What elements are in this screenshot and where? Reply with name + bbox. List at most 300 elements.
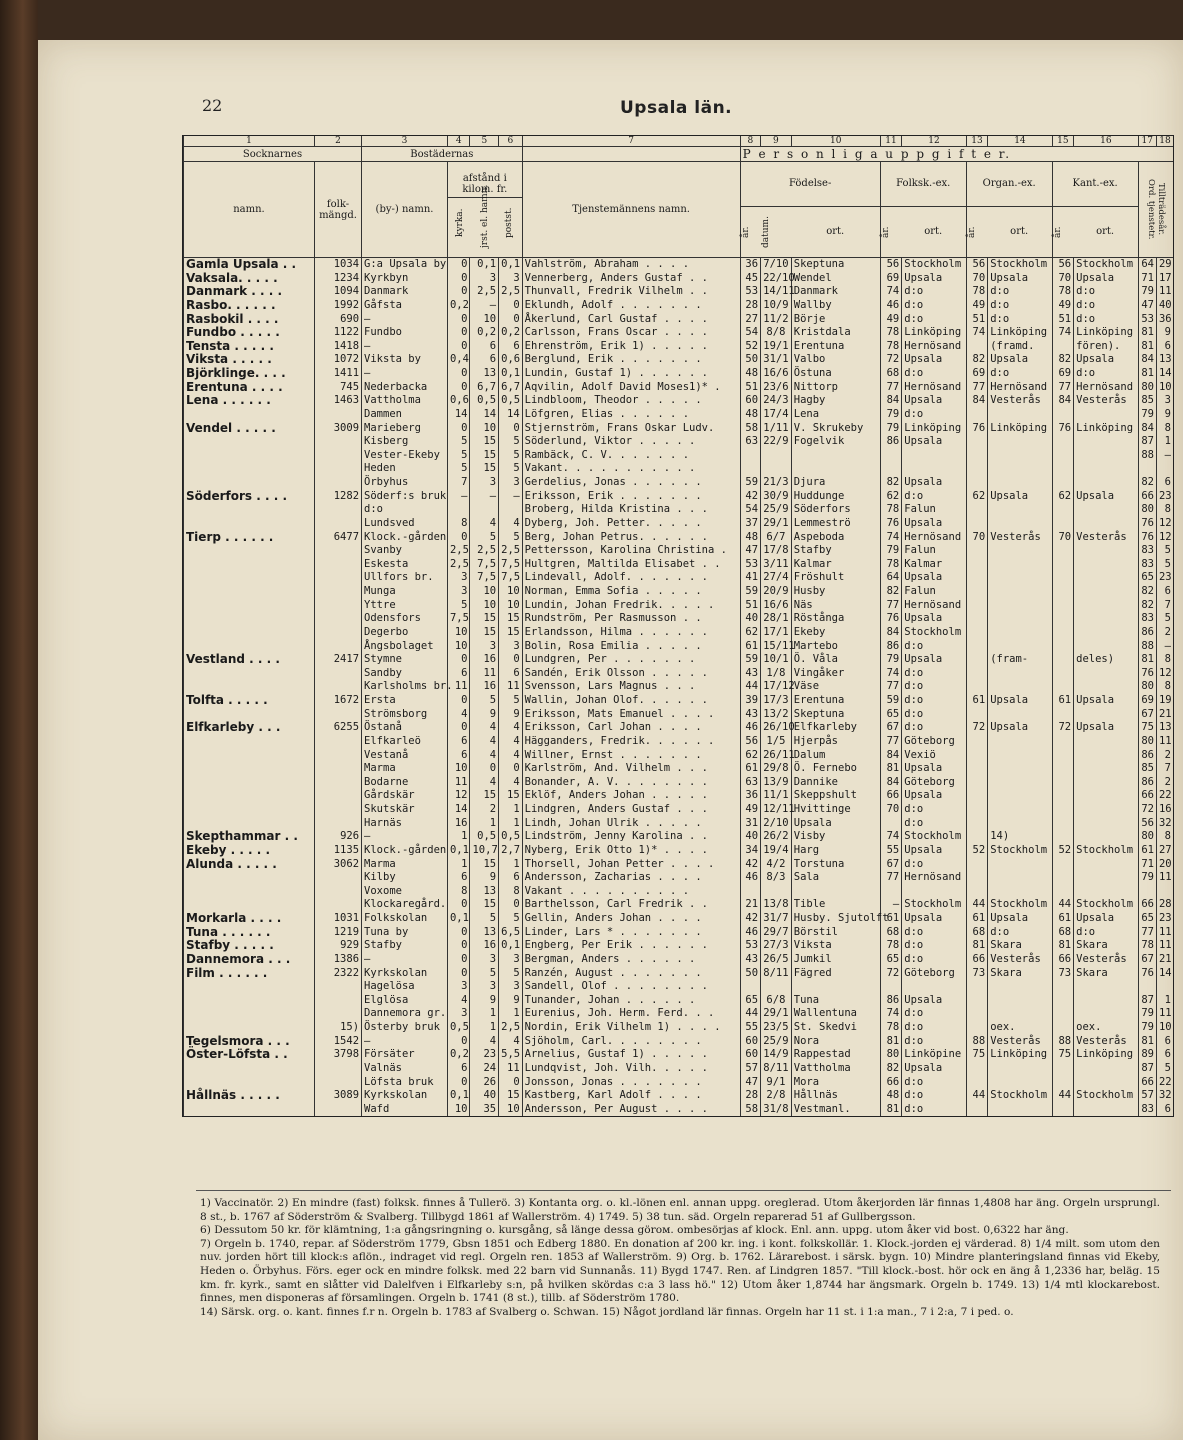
kant-ort: d:o bbox=[1074, 285, 1138, 299]
afstand-kyrka: 0 bbox=[447, 926, 470, 940]
folkmangd bbox=[314, 885, 361, 899]
fodelse-ar: 27 bbox=[740, 313, 760, 327]
tilltradesar: 11 bbox=[1156, 1007, 1173, 1021]
fodelse-ar: 60 bbox=[740, 1035, 760, 1049]
tilltradesar: — bbox=[1156, 449, 1173, 463]
tjensteman-namn: Arnelius, Gustaf 1) . . . . . bbox=[522, 1048, 740, 1062]
afstand-postst: 10 bbox=[499, 1103, 523, 1117]
ord-tjenstetr bbox=[1138, 885, 1156, 899]
afstand-jrst: 4 bbox=[470, 721, 499, 735]
fodelse-datum: 13/9 bbox=[761, 776, 792, 790]
group-socknarnes: Socknarnes bbox=[184, 147, 362, 162]
tjensteman-namn: Engberg, Per Erik . . . . . . bbox=[522, 939, 740, 953]
fodelse-ort: Tuna bbox=[791, 994, 880, 1008]
column-number: 2 bbox=[314, 136, 361, 147]
kant-ar bbox=[1052, 830, 1073, 844]
organ-ar bbox=[966, 408, 987, 422]
tjensteman-namn: Sandén, Erik Olsson . . . . . bbox=[522, 667, 740, 681]
tjensteman-namn: Bergman, Anders . . . . . . bbox=[522, 953, 740, 967]
header-organ: Organ.-ex. bbox=[967, 162, 1052, 207]
afstand-kyrka: 0 bbox=[447, 367, 470, 381]
table-row bbox=[184, 844, 1174, 858]
afstand-kyrka: 14 bbox=[447, 803, 470, 817]
afstand-postst: 2,7 bbox=[499, 844, 523, 858]
folksk-ar: 81 bbox=[880, 1103, 901, 1117]
folksk-ar: 80 bbox=[880, 1048, 901, 1062]
folkmangd bbox=[314, 680, 361, 694]
tjensteman-namn: Ehrenström, Erik 1) . . . . . bbox=[522, 340, 740, 354]
folksk-ar: 84 bbox=[880, 776, 901, 790]
kant-ar: 61 bbox=[1052, 912, 1073, 926]
bostad-namn: Ångsbolaget bbox=[362, 640, 448, 654]
fodelse-ort: Mora bbox=[791, 1076, 880, 1090]
afstand-kyrka: 11 bbox=[447, 776, 470, 790]
group-blank bbox=[522, 147, 740, 162]
folkmangd: 1672 bbox=[314, 694, 361, 708]
afstand-postst: 3 bbox=[499, 640, 523, 654]
folksk-ort bbox=[902, 449, 966, 463]
table-row bbox=[184, 803, 1174, 817]
afstand-jrst: 0,5 bbox=[470, 394, 499, 408]
socken-namn: Rasbo. . . . . . bbox=[184, 299, 315, 313]
kant-ort bbox=[1074, 558, 1138, 572]
organ-ort bbox=[988, 776, 1052, 790]
tjensteman-namn: Broberg, Hilda Kristina . . . bbox=[522, 503, 740, 517]
ord-tjenstetr: 76 bbox=[1138, 517, 1156, 531]
fodelse-ort: Börstil bbox=[791, 926, 880, 940]
kant-ort bbox=[1074, 544, 1138, 558]
afstand-jrst: 5 bbox=[470, 694, 499, 708]
kant-ar bbox=[1052, 885, 1073, 899]
folkmangd: 1542 bbox=[314, 1035, 361, 1049]
folkmangd bbox=[314, 517, 361, 531]
header-bynamn: (by-) namn. bbox=[362, 162, 448, 258]
fodelse-ar: 53 bbox=[740, 285, 760, 299]
table-row bbox=[184, 749, 1174, 763]
kant-ar bbox=[1052, 708, 1073, 722]
ord-tjenstetr: 81 bbox=[1138, 653, 1156, 667]
organ-ar bbox=[966, 762, 987, 776]
ord-tjenstetr: 66 bbox=[1138, 490, 1156, 504]
fodelse-ort: V. Skrukeby bbox=[791, 422, 880, 436]
table-row bbox=[184, 503, 1174, 517]
bostad-namn: G:a Upsala by bbox=[362, 258, 448, 272]
fodelse-ar: 55 bbox=[740, 1021, 760, 1035]
fodelse-ar: 53 bbox=[740, 558, 760, 572]
socken-namn: Elfkarleby . . . bbox=[184, 721, 315, 735]
socken-namn bbox=[184, 612, 315, 626]
folksk-ort: d:o bbox=[902, 939, 966, 953]
organ-ort bbox=[988, 476, 1052, 490]
fodelse-ar: 44 bbox=[740, 1007, 760, 1021]
kant-ort: Upsala bbox=[1074, 912, 1138, 926]
folksk-ar: 74 bbox=[880, 667, 901, 681]
table-row bbox=[184, 571, 1174, 585]
folksk-ort: Upsala bbox=[902, 517, 966, 531]
folksk-ar: 74 bbox=[880, 830, 901, 844]
tilltradesar: 14 bbox=[1156, 367, 1173, 381]
organ-ar bbox=[966, 994, 987, 1008]
column-number: 12 bbox=[902, 136, 966, 147]
tilltradesar: 9 bbox=[1156, 326, 1173, 340]
kant-ar: 69 bbox=[1052, 367, 1073, 381]
kant-ort bbox=[1074, 462, 1138, 476]
folksk-ar: 62 bbox=[880, 490, 901, 504]
tilltradesar: 6 bbox=[1156, 1048, 1173, 1062]
tilltradesar: 8 bbox=[1156, 680, 1173, 694]
fodelse-ort bbox=[791, 449, 880, 463]
afstand-kyrka: 0,2 bbox=[447, 1048, 470, 1062]
folksk-ar: 82 bbox=[880, 476, 901, 490]
kant-ar bbox=[1052, 462, 1073, 476]
afstand-postst: 5 bbox=[499, 462, 523, 476]
folkmangd bbox=[314, 871, 361, 885]
socken-namn bbox=[184, 817, 315, 831]
organ-ort: Vesterås bbox=[988, 531, 1052, 545]
folksk-ar: 78 bbox=[880, 326, 901, 340]
fodelse-datum: 29/1 bbox=[761, 1007, 792, 1021]
fodelse-datum: 29/1 bbox=[761, 517, 792, 531]
fodelse-ort: Vingåker bbox=[791, 667, 880, 681]
organ-ort bbox=[988, 462, 1052, 476]
afstand-postst: 15 bbox=[499, 789, 523, 803]
kant-ar: 68 bbox=[1052, 926, 1073, 940]
tilltradesar: 5 bbox=[1156, 1062, 1173, 1076]
kant-ar: 52 bbox=[1052, 844, 1073, 858]
folksk-ort: Stockholm bbox=[902, 830, 966, 844]
folksk-ar: 77 bbox=[880, 871, 901, 885]
folksk-ort: Stockholm bbox=[902, 898, 966, 912]
tilltradesar: 3 bbox=[1156, 394, 1173, 408]
afstand-jrst: 0,2 bbox=[470, 326, 499, 340]
fodelse-datum: 10/1 bbox=[761, 653, 792, 667]
organ-ort: Hernösand bbox=[988, 381, 1052, 395]
folksk-ar: 69 bbox=[880, 272, 901, 286]
afstand-jrst: 10 bbox=[470, 599, 499, 613]
socken-namn: Tegelsmora . . . bbox=[184, 1035, 315, 1049]
fodelse-ort: Erentuna bbox=[791, 340, 880, 354]
organ-ar: 70 bbox=[966, 531, 987, 545]
folkmangd bbox=[314, 626, 361, 640]
folksk-ort: Hernösand bbox=[902, 599, 966, 613]
ord-tjenstetr: 69 bbox=[1138, 694, 1156, 708]
fodelse-datum: 27/4 bbox=[761, 571, 792, 585]
header-kant-ar: år. bbox=[1052, 226, 1063, 238]
afstand-jrst: 3 bbox=[470, 980, 499, 994]
afstand-postst: 2,5 bbox=[499, 544, 523, 558]
organ-ar: 78 bbox=[966, 285, 987, 299]
bostad-namn: Lundsved bbox=[362, 517, 448, 531]
afstand-jrst: 0,1 bbox=[470, 258, 499, 272]
folksk-ar: 84 bbox=[880, 749, 901, 763]
afstand-kyrka: 0 bbox=[447, 272, 470, 286]
table-row bbox=[184, 1103, 1174, 1117]
fodelse-ort: Fröshult bbox=[791, 571, 880, 585]
header-ar: år. bbox=[740, 226, 751, 238]
kant-ort: Upsala bbox=[1074, 272, 1138, 286]
folksk-ort: Falun bbox=[902, 544, 966, 558]
table-row bbox=[184, 789, 1174, 803]
fodelse-datum: 29/7 bbox=[761, 926, 792, 940]
afstand-kyrka: 0,1 bbox=[447, 844, 470, 858]
tilltradesar: 10 bbox=[1156, 1021, 1173, 1035]
fodelse-ar: 34 bbox=[740, 844, 760, 858]
afstand-postst: 5 bbox=[499, 912, 523, 926]
fodelse-datum: 17/1 bbox=[761, 626, 792, 640]
folksk-ort: Upsala bbox=[902, 571, 966, 585]
folksk-ar: 77 bbox=[880, 599, 901, 613]
folkmangd: 3009 bbox=[314, 422, 361, 436]
fodelse-datum: 17/4 bbox=[761, 408, 792, 422]
bostad-namn: Degerbo bbox=[362, 626, 448, 640]
ord-tjenstetr: 81 bbox=[1138, 1035, 1156, 1049]
organ-ar: 77 bbox=[966, 381, 987, 395]
afstand-jrst: 16 bbox=[470, 939, 499, 953]
kant-ar bbox=[1052, 653, 1073, 667]
column-number: 15 bbox=[1052, 136, 1073, 147]
folksk-ar: 65 bbox=[880, 953, 901, 967]
header-kant-ort: ort. bbox=[1096, 226, 1115, 237]
ord-tjenstetr: 82 bbox=[1138, 585, 1156, 599]
organ-ort: Skara bbox=[988, 939, 1052, 953]
bostad-namn: Strömsborg bbox=[362, 708, 448, 722]
organ-ar bbox=[966, 571, 987, 585]
folksk-ar: 86 bbox=[880, 994, 901, 1008]
kant-ar: 44 bbox=[1052, 898, 1073, 912]
organ-ar bbox=[966, 803, 987, 817]
ord-tjenstetr: 87 bbox=[1138, 1062, 1156, 1076]
bostad-namn: Yttre bbox=[362, 599, 448, 613]
fodelse-datum: 26/5 bbox=[761, 953, 792, 967]
kant-ort bbox=[1074, 762, 1138, 776]
ord-tjenstetr: 53 bbox=[1138, 313, 1156, 327]
fodelse-datum: 3/11 bbox=[761, 558, 792, 572]
bostad-namn: Kyrkskolan bbox=[362, 967, 448, 981]
tjensteman-namn: Gellin, Anders Johan . . . . bbox=[522, 912, 740, 926]
fodelse-ort: Ö. Fernebo bbox=[791, 762, 880, 776]
folksk-ort bbox=[902, 980, 966, 994]
fodelse-ar: 43 bbox=[740, 667, 760, 681]
socken-namn: Tolfta . . . . . bbox=[184, 694, 315, 708]
organ-ort bbox=[988, 408, 1052, 422]
afstand-jrst: 0,5 bbox=[470, 830, 499, 844]
column-number: 3 bbox=[362, 136, 448, 147]
afstand-jrst: 5 bbox=[470, 912, 499, 926]
kant-ort bbox=[1074, 735, 1138, 749]
fodelse-ar: 51 bbox=[740, 599, 760, 613]
kant-ort bbox=[1074, 1076, 1138, 1090]
tjensteman-namn: Sjöholm, Carl. . . . . . . . bbox=[522, 1035, 740, 1049]
fodelse-ar: 48 bbox=[740, 408, 760, 422]
tjensteman-namn: Söderlund, Viktor . . . . . bbox=[522, 435, 740, 449]
ord-tjenstetr: 83 bbox=[1138, 1103, 1156, 1117]
afstand-postst: 0 bbox=[499, 422, 523, 436]
table-row bbox=[184, 939, 1174, 953]
kant-ar bbox=[1052, 1076, 1073, 1090]
folkmangd: 1992 bbox=[314, 299, 361, 313]
table-row bbox=[184, 490, 1174, 504]
kant-ar bbox=[1052, 640, 1073, 654]
socken-namn bbox=[184, 898, 315, 912]
organ-ar bbox=[966, 626, 987, 640]
afstand-kyrka: 1 bbox=[447, 858, 470, 872]
folksk-ar: 79 bbox=[880, 408, 901, 422]
fodelse-ort: Aspeboda bbox=[791, 531, 880, 545]
personnel-table bbox=[182, 135, 1174, 1117]
organ-ar bbox=[966, 517, 987, 531]
folkmangd bbox=[314, 476, 361, 490]
fodelse-ar: 46 bbox=[740, 721, 760, 735]
folksk-ar: 61 bbox=[880, 912, 901, 926]
table-row bbox=[184, 885, 1174, 899]
kant-ort: Hernösand bbox=[1074, 381, 1138, 395]
fodelse-ar: 51 bbox=[740, 381, 760, 395]
bostad-namn: — bbox=[362, 830, 448, 844]
fodelse-ort: Upsala bbox=[791, 817, 880, 831]
socken-namn: Viksta . . . . . bbox=[184, 353, 315, 367]
folksk-ort: Göteborg bbox=[902, 967, 966, 981]
socken-namn bbox=[184, 503, 315, 517]
socken-namn bbox=[184, 1076, 315, 1090]
tjensteman-namn: Eriksson, Mats Emanuel . . . . bbox=[522, 708, 740, 722]
organ-ar: 82 bbox=[966, 353, 987, 367]
folksk-ort: d:o bbox=[902, 1021, 966, 1035]
folkmangd: 1386 bbox=[314, 953, 361, 967]
organ-ar bbox=[966, 462, 987, 476]
afstand-jrst: 9 bbox=[470, 871, 499, 885]
ord-tjenstetr: 87 bbox=[1138, 994, 1156, 1008]
fodelse-ar: 47 bbox=[740, 544, 760, 558]
tjensteman-namn: Andersson, Per August . . . . bbox=[522, 1103, 740, 1117]
kant-ort: Vesterås bbox=[1074, 1035, 1138, 1049]
tjensteman-namn: Vahlström, Abraham . . . . bbox=[522, 258, 740, 272]
ord-tjenstetr: 79 bbox=[1138, 1021, 1156, 1035]
fodelse-ort: Elfkarleby bbox=[791, 721, 880, 735]
column-number: 18 bbox=[1156, 136, 1173, 147]
folksk-ort: d:o bbox=[902, 694, 966, 708]
tjensteman-namn: Barthelsson, Carl Fredrik . . bbox=[522, 898, 740, 912]
folksk-ort: Linköping bbox=[902, 326, 966, 340]
folksk-ort bbox=[902, 885, 966, 899]
afstand-jrst: 13 bbox=[470, 885, 499, 899]
column-number: 5 bbox=[470, 136, 499, 147]
table-row bbox=[184, 367, 1174, 381]
organ-ort: Linköping bbox=[988, 326, 1052, 340]
folksk-ar: — bbox=[880, 898, 901, 912]
afstand-postst: 1 bbox=[499, 803, 523, 817]
socken-namn: Skepthammar . . bbox=[184, 830, 315, 844]
afstand-jrst: 23 bbox=[470, 1048, 499, 1062]
header-tjenst: Tjenstemännens namn. bbox=[522, 162, 740, 258]
fodelse-ort: Visby bbox=[791, 830, 880, 844]
ord-tjenstetr: 80 bbox=[1138, 680, 1156, 694]
folksk-ar: 78 bbox=[880, 340, 901, 354]
socken-namn bbox=[184, 980, 315, 994]
folkmangd bbox=[314, 803, 361, 817]
afstand-postst: 4 bbox=[499, 1035, 523, 1049]
afstand-postst: 10 bbox=[499, 599, 523, 613]
organ-ar bbox=[966, 1103, 987, 1117]
afstand-postst: 0,1 bbox=[499, 367, 523, 381]
fodelse-ort: Vattholma bbox=[791, 1062, 880, 1076]
group-bostadernas: Bostädernas bbox=[362, 147, 523, 162]
fodelse-datum: 6/7 bbox=[761, 531, 792, 545]
header-folksk-ar: år. bbox=[880, 226, 891, 238]
folksk-ar: 86 bbox=[880, 435, 901, 449]
fodelse-ar: 40 bbox=[740, 612, 760, 626]
folksk-ar: 78 bbox=[880, 503, 901, 517]
kant-ar bbox=[1052, 517, 1073, 531]
folksk-ar bbox=[880, 817, 901, 831]
kant-ar: 78 bbox=[1052, 285, 1073, 299]
organ-ar: 66 bbox=[966, 953, 987, 967]
afstand-kyrka: 1 bbox=[447, 830, 470, 844]
folksk-ar: 77 bbox=[880, 381, 901, 395]
organ-ar bbox=[966, 830, 987, 844]
tjensteman-namn: Lundin, Johan Fredrik. . . . . bbox=[522, 599, 740, 613]
tjensteman-namn: Berg, Johan Petrus. . . . . . bbox=[522, 531, 740, 545]
afstand-postst: 1 bbox=[499, 817, 523, 831]
socken-namn: Vaksala. . . . . bbox=[184, 272, 315, 286]
folksk-ar: 67 bbox=[880, 721, 901, 735]
folkmangd bbox=[314, 1103, 361, 1117]
bostad-namn: Sandby bbox=[362, 667, 448, 681]
folkmangd bbox=[314, 462, 361, 476]
organ-ar: 49 bbox=[966, 299, 987, 313]
table-row bbox=[184, 544, 1174, 558]
fodelse-ort: Dalum bbox=[791, 749, 880, 763]
fodelse-datum: 27/3 bbox=[761, 939, 792, 953]
fodelse-datum: 23/6 bbox=[761, 381, 792, 395]
ord-tjenstetr: 65 bbox=[1138, 571, 1156, 585]
folksk-ar: 77 bbox=[880, 680, 901, 694]
folksk-ort: Hernösand bbox=[902, 381, 966, 395]
ord-tjenstetr: 80 bbox=[1138, 381, 1156, 395]
socken-namn bbox=[184, 680, 315, 694]
tjensteman-namn: Lindbloom, Theodor . . . . . bbox=[522, 394, 740, 408]
fodelse-datum: 7/10 bbox=[761, 258, 792, 272]
tilltradesar: 6 bbox=[1156, 476, 1173, 490]
fodelse-ar: 41 bbox=[740, 571, 760, 585]
afstand-kyrka: 10 bbox=[447, 1103, 470, 1117]
table-row bbox=[184, 285, 1174, 299]
folkmangd bbox=[314, 667, 361, 681]
folkmangd: 1031 bbox=[314, 912, 361, 926]
bostad-namn: Skutskär bbox=[362, 803, 448, 817]
organ-ort bbox=[988, 885, 1052, 899]
kant-ort bbox=[1074, 612, 1138, 626]
socken-namn: Vendel . . . . . bbox=[184, 422, 315, 436]
kant-ort bbox=[1074, 994, 1138, 1008]
folksk-ar: 82 bbox=[880, 585, 901, 599]
organ-ar: 51 bbox=[966, 313, 987, 327]
socken-namn: Tierp . . . . . . bbox=[184, 531, 315, 545]
folksk-ort: d:o bbox=[902, 408, 966, 422]
tjensteman-namn: Nyberg, Erik Otto 1)* . . . . bbox=[522, 844, 740, 858]
afstand-jrst: 2,5 bbox=[470, 285, 499, 299]
bostad-namn: Kisberg bbox=[362, 435, 448, 449]
afstand-postst: 3 bbox=[499, 953, 523, 967]
bostad-namn: Elglösa bbox=[362, 994, 448, 1008]
bostad-namn: Wafd bbox=[362, 1103, 448, 1117]
afstand-postst: 0,5 bbox=[499, 394, 523, 408]
afstand-postst: 3 bbox=[499, 272, 523, 286]
folkmangd: 690 bbox=[314, 313, 361, 327]
folksk-ort: d:o bbox=[902, 667, 966, 681]
tjensteman-namn: Tunander, Johan . . . . . . bbox=[522, 994, 740, 1008]
organ-ar: 61 bbox=[966, 694, 987, 708]
table-row bbox=[184, 258, 1174, 272]
